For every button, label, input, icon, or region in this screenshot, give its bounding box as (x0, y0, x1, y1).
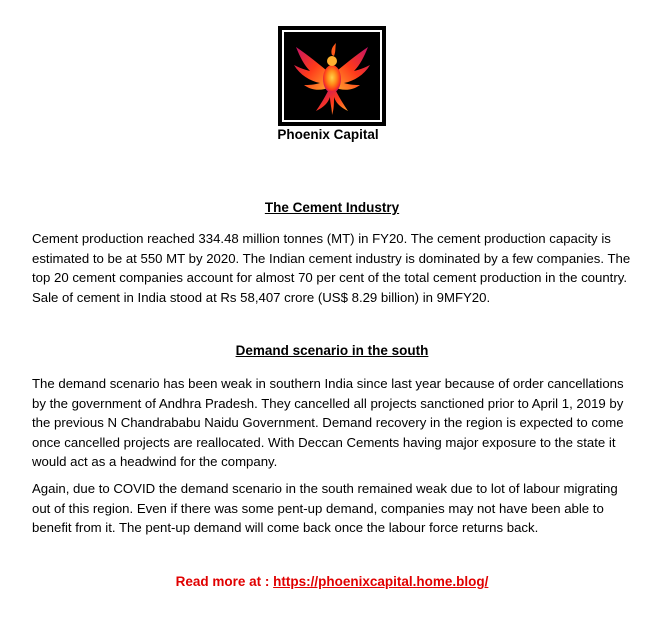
phoenix-icon (290, 35, 374, 117)
section-heading-demand-south: Demand scenario in the south (235, 343, 429, 358)
logo-inner-border (282, 30, 382, 122)
read-more-link[interactable]: https://phoenixcapital.home.blog/ (273, 574, 489, 589)
logo (278, 26, 386, 126)
section-paragraph: The demand scenario has been weak in southern India since last year because of order cancellations by the government of Andhra Pradesh. They cancelled all projects sanctioned prior to April 1, 2019 by the previous N Chandrababu Naidu Government. Demand recovery in the region is expected to come once cancelled projects are reallocated. With Deccan Cements having major exposure to the state it would act as a headwind for the company. (32, 376, 624, 469)
section-heading-cement-industry: The Cement Industry (264, 200, 400, 215)
section-paragraph: Cement production reached 334.48 million tonnes (MT) in FY20. The cement production capacity is estimated to be at 550 MT by 2020. The Indian cement industry is dominated by a few companies. The top 20 cement companies account for almost 70 per cent of the total cement production in the country. Sale of cement in India stood at Rs 58,407 crore (US$ 8.29 billion) in 9MFY20. (32, 231, 631, 305)
section-paragraph: Again, due to COVID the demand scenario in the south remained weak due to lot of labour migrating out of this region. Even if there was some pent-up demand, companies may not have been able to benefit from it. The pent-up demand will come back once the labour force returns back. (32, 481, 618, 535)
read-more-line (0, 574, 656, 589)
brand-name: Phoenix Capital (277, 127, 379, 142)
read-more-label: Read more at : (175, 574, 274, 589)
